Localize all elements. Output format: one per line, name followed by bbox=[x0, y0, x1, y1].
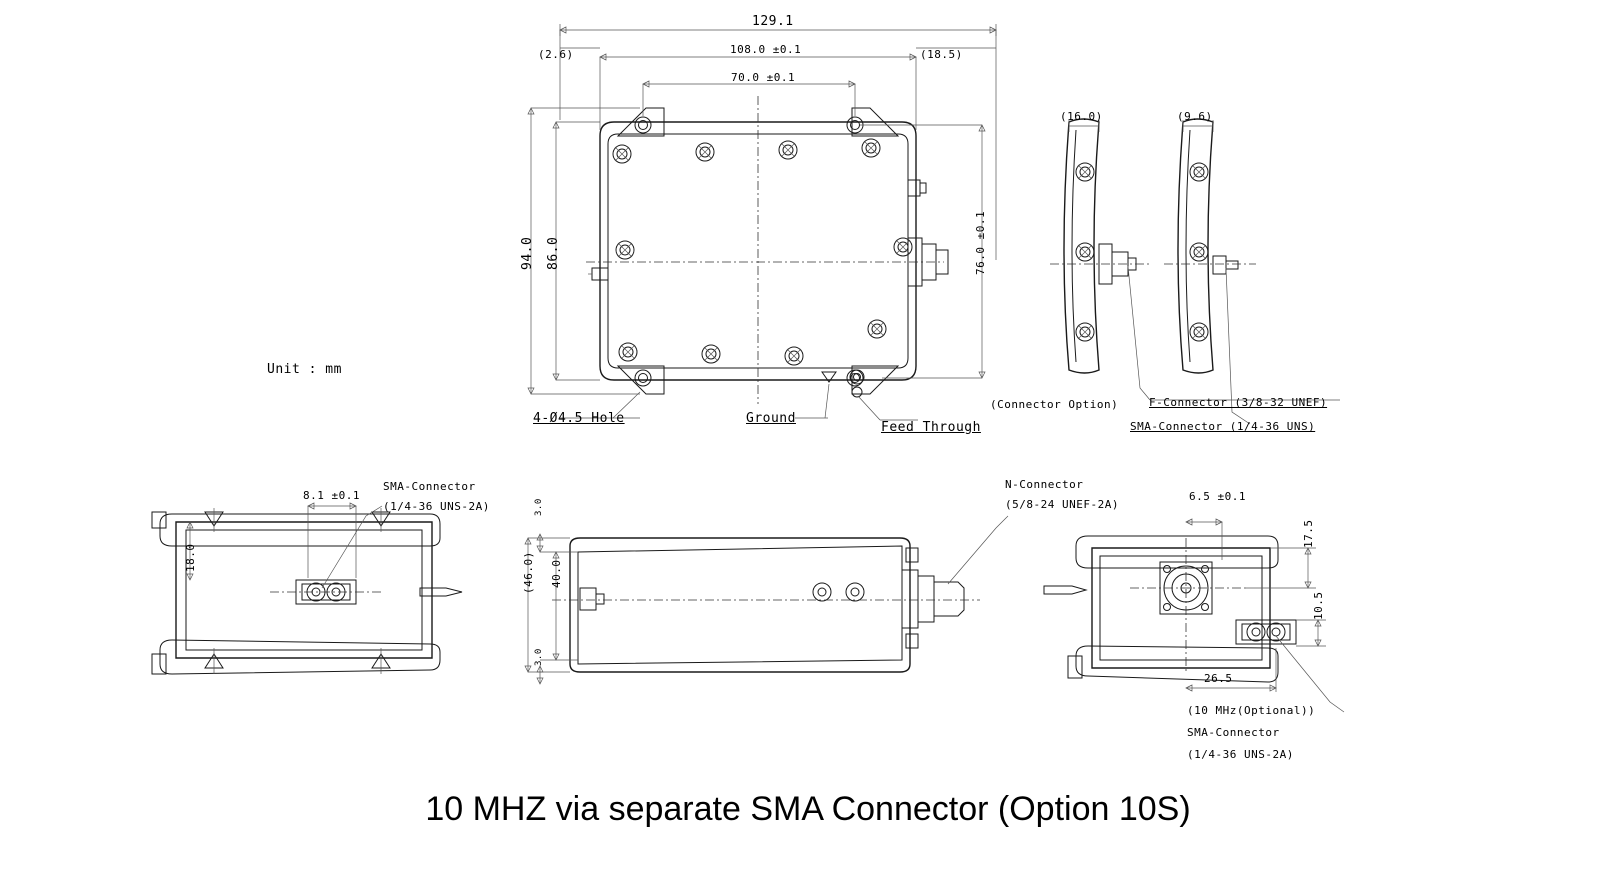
callout-sma-connector-side: SMA-Connector (1/4-36 UNS) bbox=[1130, 420, 1316, 433]
callout-hole: 4-Ø4.5 Hole bbox=[533, 411, 625, 426]
dim-top-gap: 3.0 bbox=[534, 498, 544, 516]
dim-bracket-edge-right: (18.5) bbox=[920, 48, 963, 61]
callout-sma-front-line2: (1/4-36 UNS-2A) bbox=[383, 500, 490, 513]
dim-overall-height: 94.0 bbox=[520, 236, 535, 270]
drawing-caption: 10 MHZ via separate SMA Connector (Option 10S) bbox=[425, 790, 1191, 828]
callout-connector-option: (Connector Option) bbox=[990, 398, 1119, 411]
dim-bracket-edge-left: (2.6) bbox=[538, 48, 574, 61]
dim-rear-bottom: 26.5 bbox=[1204, 672, 1233, 685]
callout-option-line2: SMA-Connector bbox=[1187, 726, 1280, 739]
callout-option-line3: (1/4-36 UNS-2A) bbox=[1187, 748, 1294, 761]
callout-n-connector-line1: N-Connector bbox=[1005, 478, 1084, 491]
dim-side-right: (9.6) bbox=[1177, 110, 1213, 123]
dim-body-width-bottom: 40.0 bbox=[550, 559, 563, 588]
dim-overall-width: 129.1 bbox=[752, 14, 794, 29]
dim-overall-bottom: (46.0) bbox=[522, 551, 535, 594]
callout-f-connector: F-Connector (3/8-32 UNEF) bbox=[1149, 396, 1328, 409]
callout-sma-front-line1: SMA-Connector bbox=[383, 480, 476, 493]
dim-bottom-gap: 3.0 bbox=[534, 648, 544, 666]
dim-front-height: 18.0 bbox=[184, 543, 197, 572]
dim-rear-right-upper: 17.5 bbox=[1302, 519, 1315, 548]
dim-side-left: (16.0) bbox=[1060, 110, 1103, 123]
callout-n-connector-line2: (5/8-24 UNEF-2A) bbox=[1005, 498, 1119, 511]
dim-rear-right-lower: 10.5 bbox=[1312, 591, 1325, 620]
callout-option-line1: (10 MHz(Optional)) bbox=[1187, 704, 1316, 717]
dim-hole-pitch-width: 70.0 ±0.1 bbox=[731, 71, 796, 84]
dim-body-height: 86.0 bbox=[546, 236, 561, 270]
callout-feed-through: Feed Through bbox=[881, 420, 981, 435]
callout-ground: Ground bbox=[746, 411, 796, 426]
dim-body-width: 108.0 ±0.1 bbox=[730, 43, 802, 56]
unit-note: Unit : mm bbox=[267, 362, 342, 377]
dim-hole-pitch-height: 76.0 ±0.1 bbox=[974, 210, 987, 275]
dim-rear-top: 6.5 ±0.1 bbox=[1189, 490, 1246, 503]
dim-sma-offset: 8.1 ±0.1 bbox=[303, 489, 360, 502]
